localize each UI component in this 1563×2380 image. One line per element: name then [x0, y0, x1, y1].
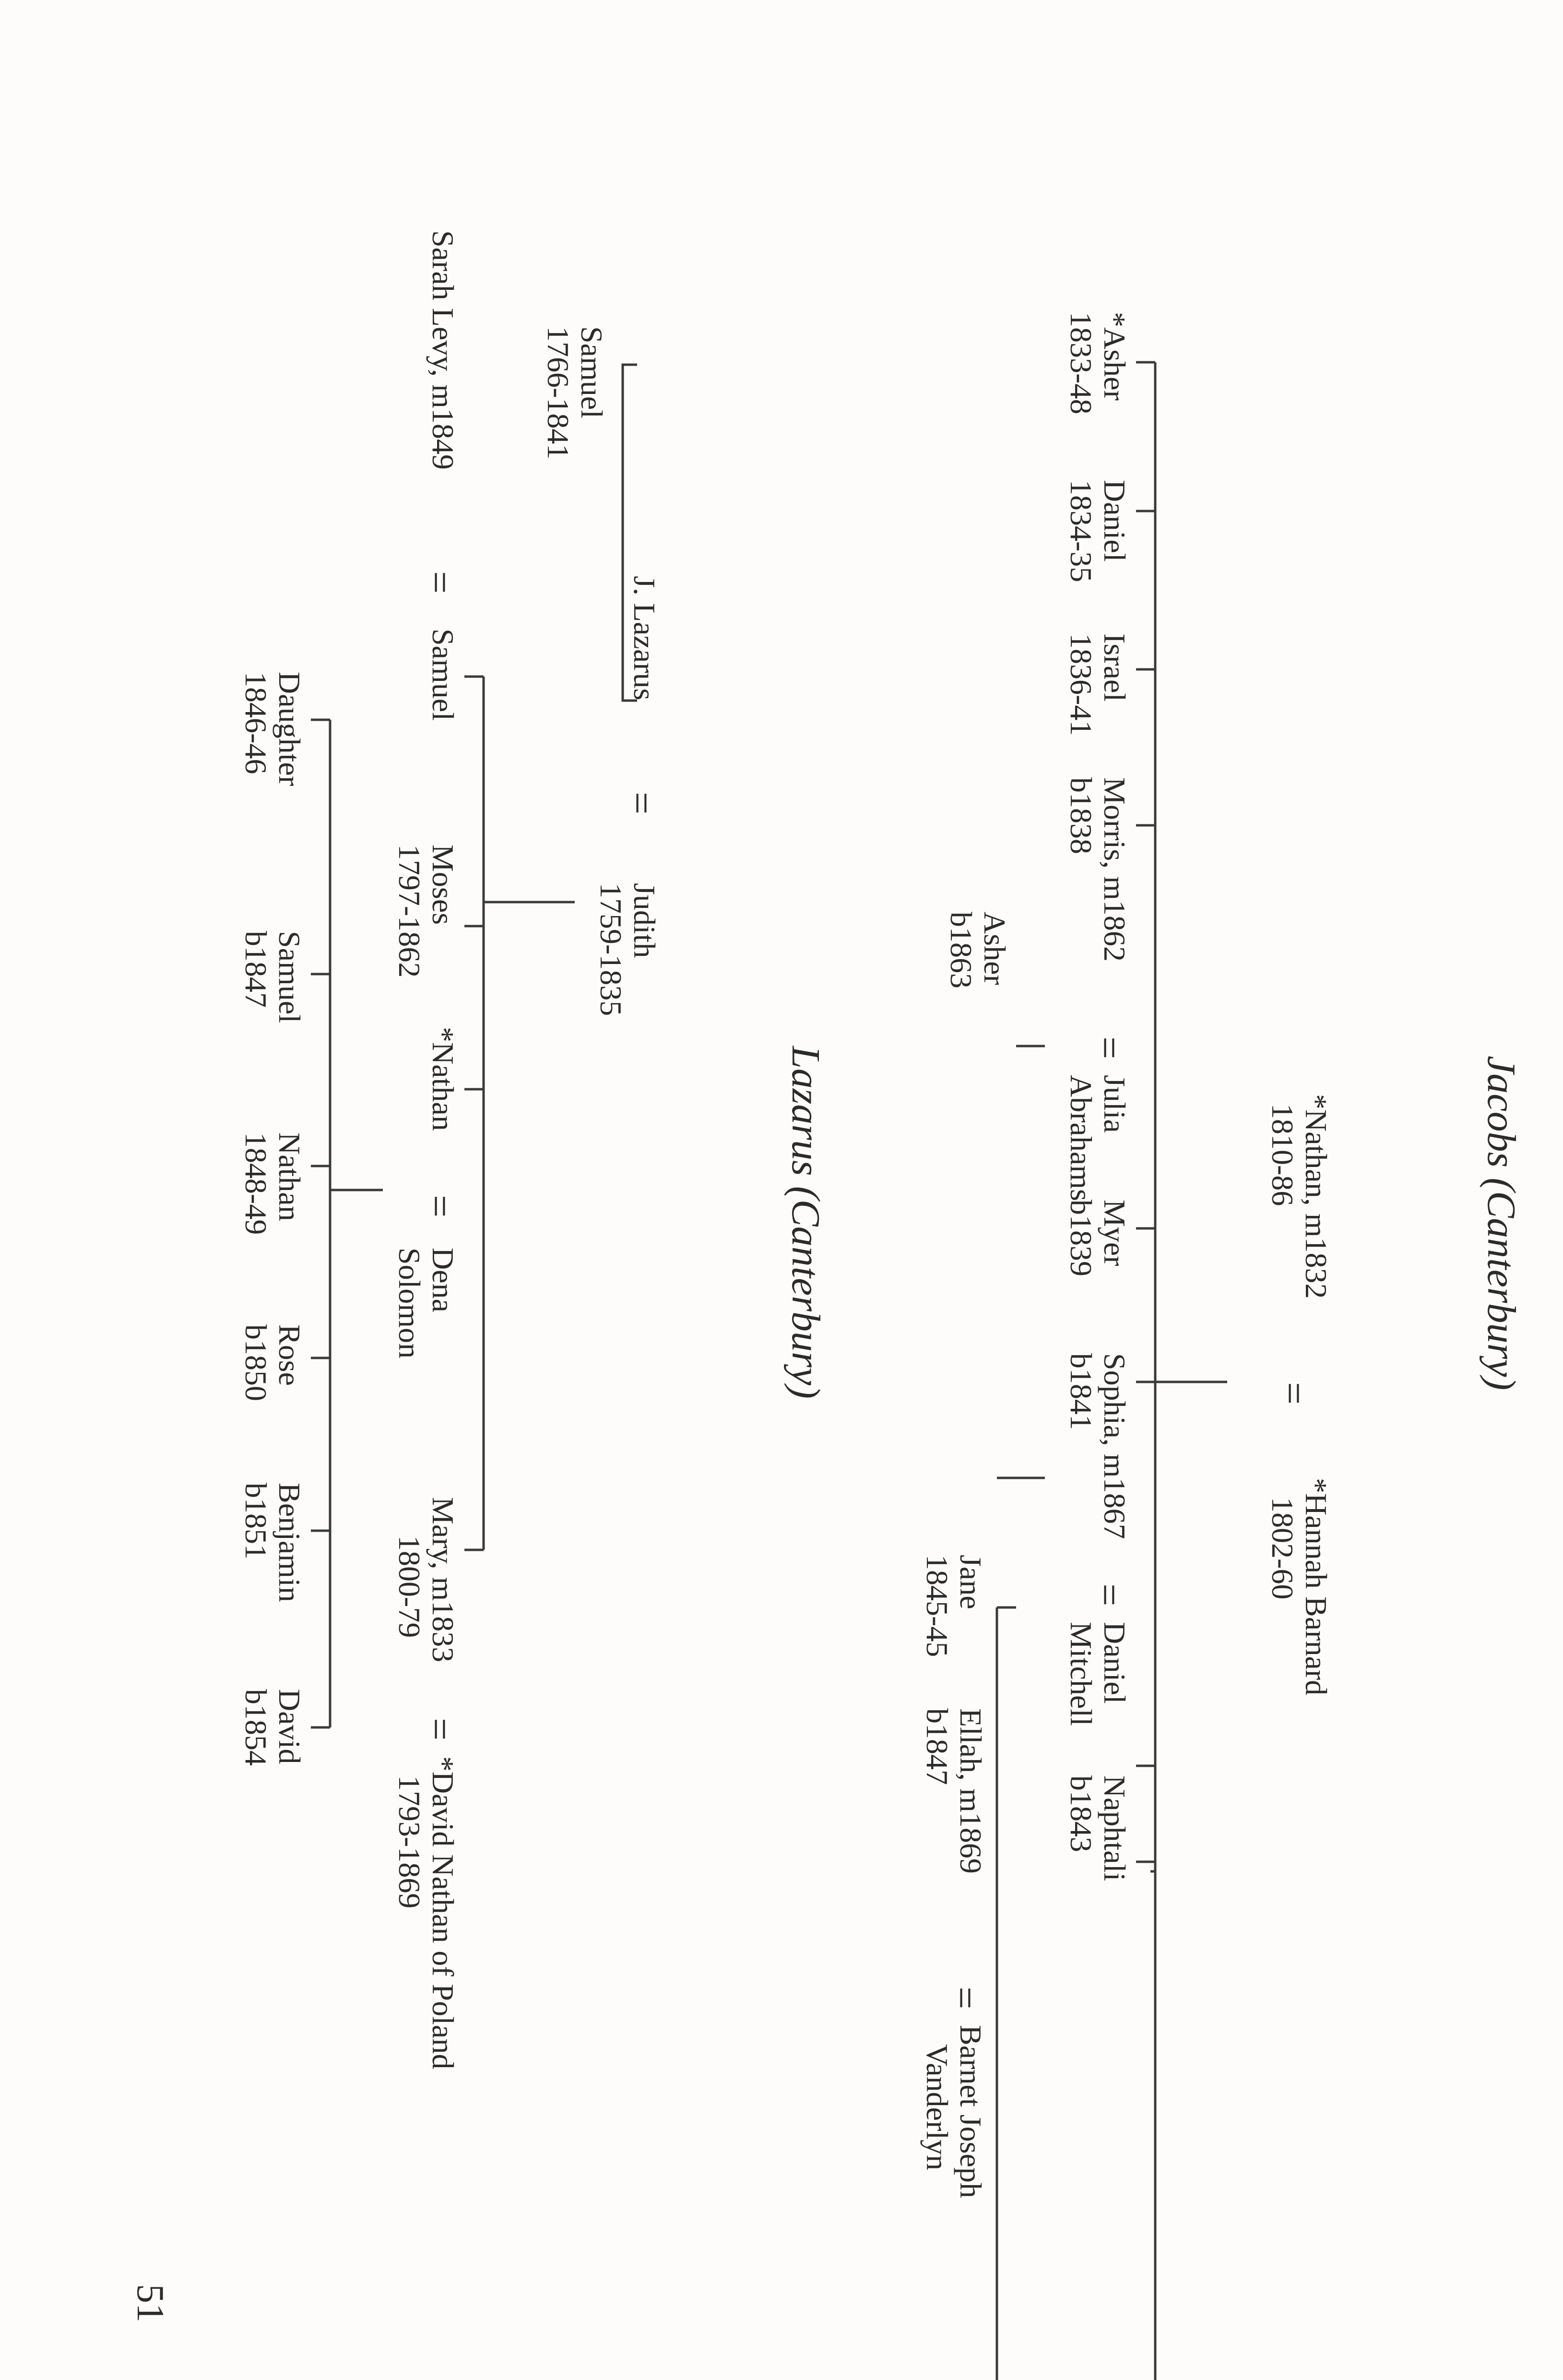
- hannah-name: *Hannah Barnard: [1299, 1478, 1333, 1696]
- lazarus-dena: Dena Solomon: [392, 1248, 460, 1359]
- jacobs-nathan: [1266, 1094, 1333, 1299]
- jacobs-child-daniel: Daniel 1834-35: [1064, 480, 1132, 583]
- sophia-child-ellah: Ellah, m1869 b1847: [920, 1708, 988, 1874]
- lazarus-grandchild-daughter: Daughter 1846-46: [239, 672, 307, 786]
- lazarus-samuel-sr: Samuel 1766-1841: [541, 326, 609, 460]
- lazarus-samuel: Samuel: [426, 629, 460, 721]
- lazarus-grandchild-samuel: Samuel b1847: [239, 931, 307, 1023]
- jacobs-child-daniel-mitchell: Daniel Mitchell: [1064, 1622, 1132, 1726]
- lazarus-grandchild-rose: Rose b1850: [239, 1324, 307, 1401]
- page-number: 51: [129, 2284, 171, 2322]
- lazarus-david-nathan: *David Nathan of Poland 1793-1869: [392, 1756, 460, 2070]
- sophia-child-jane: Jane 1845-45: [920, 1555, 988, 1657]
- jacobs-child-naphtali: Naphtali b1843: [1064, 1775, 1132, 1881]
- jacobs-child-asher: *Asher 1833-48: [1064, 312, 1132, 415]
- lazarus-judith: Judith 1759-1835: [594, 883, 662, 1016]
- sarah-samuel-marriage: =: [417, 571, 462, 594]
- jacobs-title: Jacobs (Canterbury): [1479, 1056, 1524, 1391]
- nathan-dena-marriage: =: [417, 1195, 462, 1218]
- nathan-name: *Nathan, m1832: [1299, 1094, 1333, 1299]
- nathan-dates: 1810-86: [1266, 1104, 1300, 1206]
- morris-julia-marriage: =: [1087, 1036, 1131, 1059]
- jacobs-child-morris: Morris, m1862 b1838: [1064, 777, 1132, 962]
- barnet-joseph-vanderlyn: Barnet Joseph Vanderlyn: [920, 2025, 988, 2198]
- jacobs-child-julia: Julia Abrahams: [1064, 1075, 1132, 1202]
- jacobs-child-israel: Israel 1836-41: [1064, 633, 1132, 736]
- sophia-daniel-marriage: =: [1087, 1583, 1131, 1606]
- lazarus-nathan: *Nathan: [426, 1027, 460, 1131]
- morris-child-asher: Asher b1863: [944, 912, 1012, 988]
- lazarus-j-lazarus: J. Lazarus: [628, 576, 662, 701]
- lazarus-moses: Moses 1797-1862: [392, 845, 460, 978]
- ellah-barnet-marriage: =: [943, 1987, 987, 2010]
- lazarus-mary: Mary, m1833 1800-79: [392, 1497, 460, 1663]
- lazarus-title: Lazarus (Canterbury): [783, 1046, 828, 1399]
- lazarus-sarah-levy: Sarah Levy, m1849: [426, 230, 460, 470]
- jacobs-hannah: [1266, 1478, 1333, 1695]
- jlazarus-judith-marriage: =: [619, 792, 663, 815]
- lazarus-grandchild-david: David b1854: [239, 1689, 307, 1766]
- mary-david-marriage: =: [417, 1718, 462, 1741]
- jacobs-nathan-hannah-marriage: =: [1271, 1382, 1316, 1405]
- jacobs-child-sophia: Sophia, m1867 b1841: [1064, 1353, 1132, 1539]
- lazarus-grandchild-nathan: Nathan 1848-49: [239, 1132, 307, 1235]
- lazarus-grandchild-benjamin: Benjamin b1851: [239, 1483, 307, 1602]
- jacobs-child-myer: Myer b1839: [1064, 1200, 1132, 1276]
- hannah-dates: 1802-60: [1266, 1497, 1300, 1600]
